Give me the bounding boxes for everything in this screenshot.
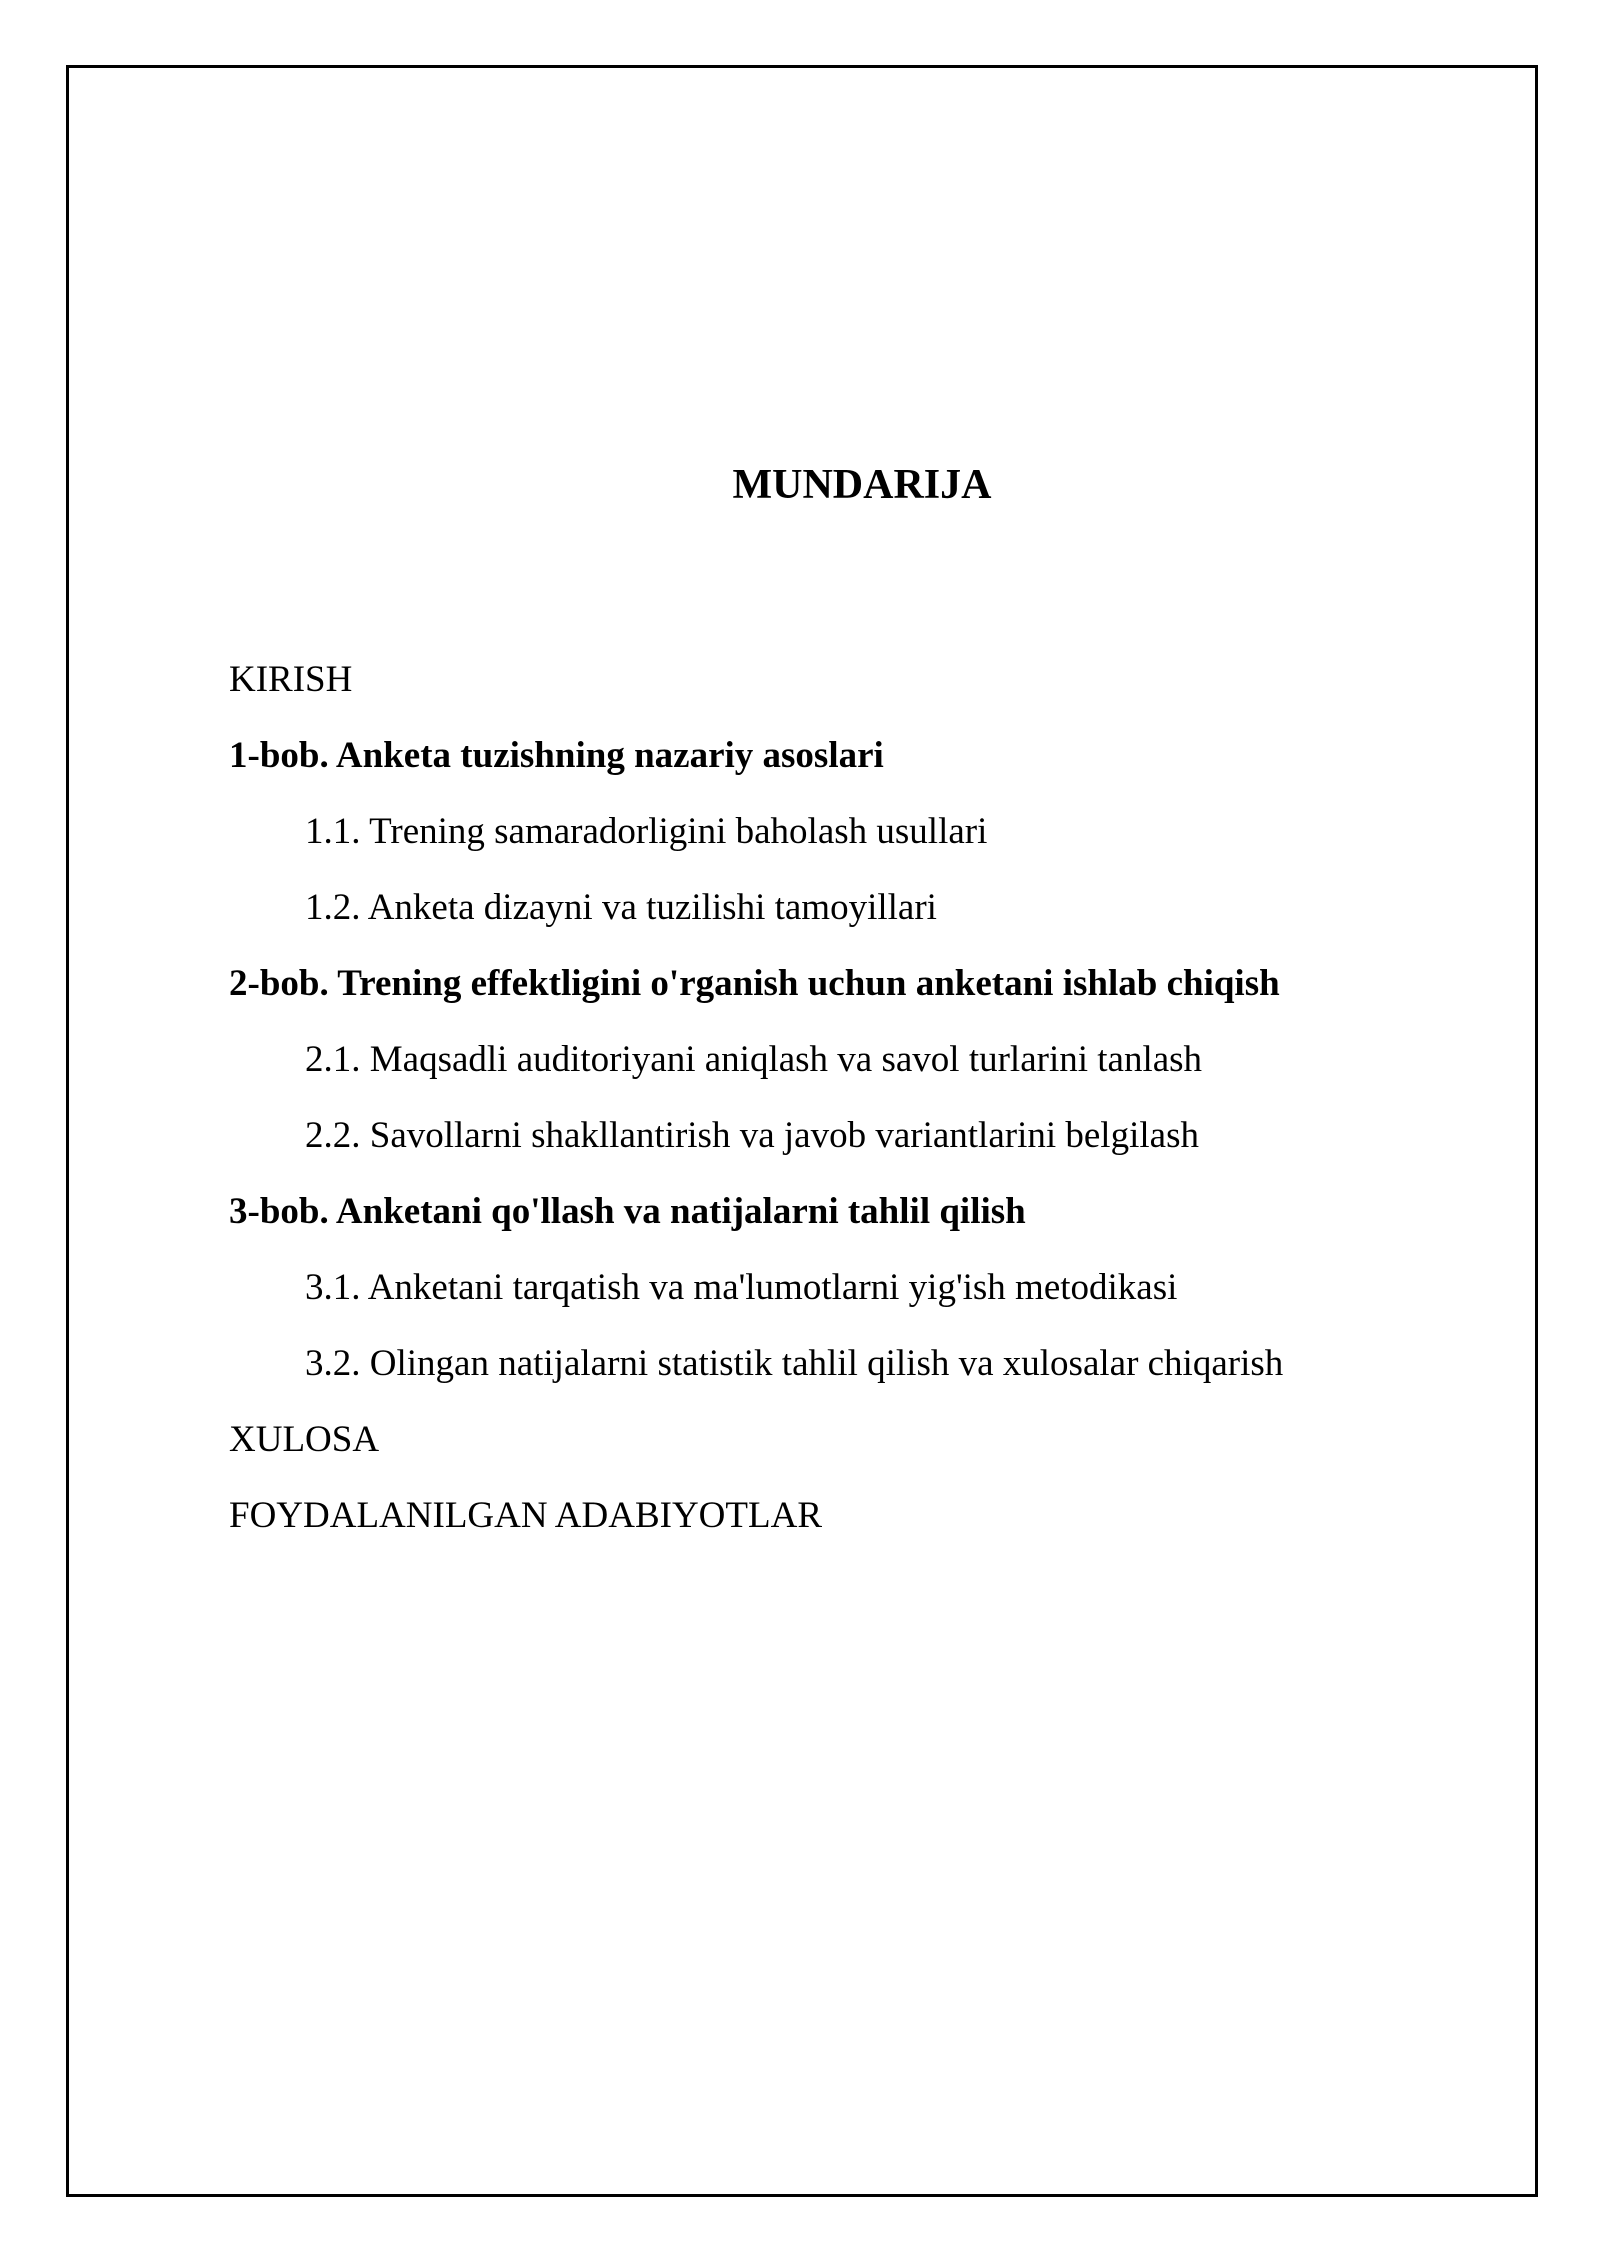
toc-section-2-1: 2.1. Maqsadli auditoriyani aniqlash va savol turlarini tanlash (305, 1039, 1203, 1080)
toc-section-3-2: 3.2. Olingan natijalarni statistik tahlil qilish va xulosalar chiqarish (305, 1343, 1284, 1384)
toc-section-3-1: 3.1. Anketani tarqatish va ma'lumotlarni yig'ish metodikasi (305, 1267, 1178, 1308)
toc-section-2-2: 2.2. Savollarni shakllantirish va javob variantlarini belgilash (305, 1115, 1199, 1156)
table-of-contents (229, 642, 1283, 1554)
toc-entry-introduction: KIRISH (229, 659, 353, 700)
toc-chapter-2: 2-bob. Trening effektligini o'rganish uchun anketani ishlab chiqish (229, 963, 1280, 1004)
toc-section-1-2: 1.2. Anketa dizayni va tuzilishi tamoyillari (305, 887, 937, 928)
toc-entry-references: FOYDALANILGAN ADABIYOTLAR (229, 1495, 822, 1536)
toc-chapter-1: 1-bob. Anketa tuzishning nazariy asoslari (229, 735, 884, 776)
toc-section-1-1: 1.1. Trening samaradorligini baholash usullari (305, 811, 988, 852)
toc-title: MUNDARIJA (732, 462, 992, 508)
toc-entry-conclusion: XULOSA (229, 1419, 380, 1460)
toc-chapter-3: 3-bob. Anketani qo'llash va natijalarni tahlil qilish (229, 1191, 1026, 1232)
